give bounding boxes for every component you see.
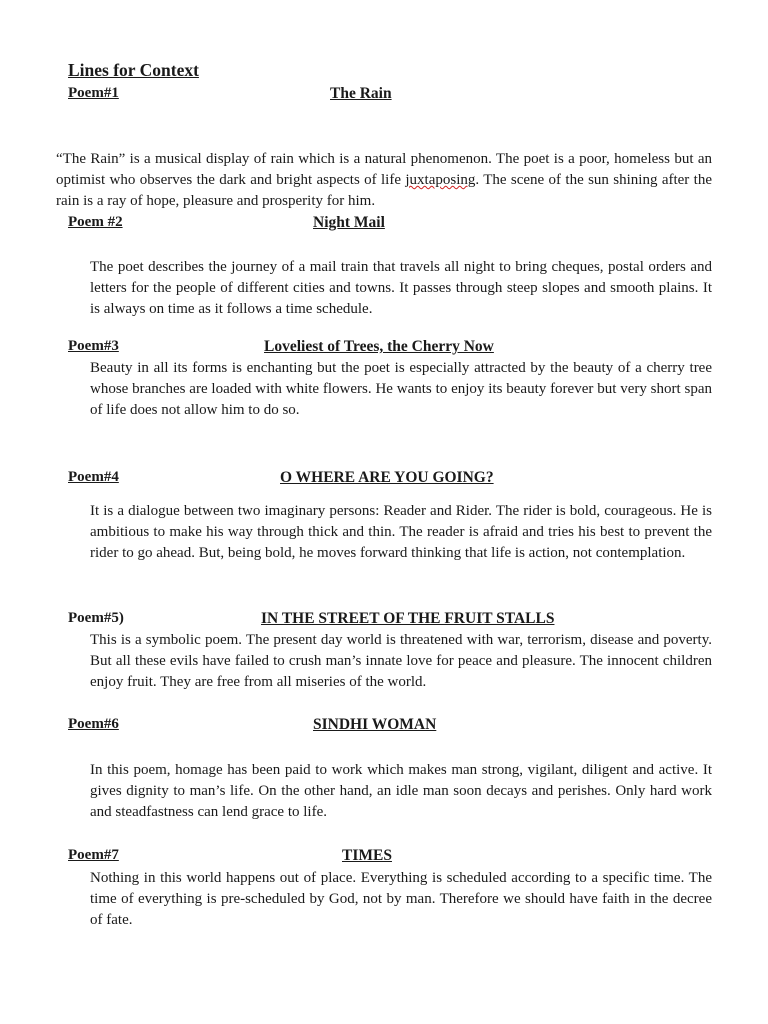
poem-7-label: Poem#7: [68, 847, 119, 863]
poem-1-summary-part-2: . The scene of the sun shining after the rain is a ray of hope, pleasure and prosperity for him.: [56, 172, 712, 209]
poem-1-summary: [56, 149, 712, 212]
poem-3-label: Poem#3: [68, 338, 119, 354]
poem-3-title: Loveliest of Trees, the Cherry Now: [264, 338, 494, 355]
poem-6-label: Poem#6: [68, 716, 119, 732]
poem-7-summary: Nothing in this world happens out of place. Everything is scheduled according to a specific time. The time of everything is pre-scheduled by God, not by man. Therefore we should have faith in the decree of fate.: [90, 870, 712, 928]
poem-4-title: O WHERE ARE YOU GOING?: [280, 469, 494, 486]
poem-5-summary: This is a symbolic poem. The present day world is threatened with war, terrorism, disease and poverty. But all these evils have failed to crush man’s innate love for peace and pleasure. The innocent children enjoy fruit. They are free from all miseries of the world.: [90, 632, 712, 690]
poem-7-title: TIMES: [342, 847, 392, 864]
poem-4-summary: It is a dialogue between two imaginary persons: Reader and Rider. The rider is bold, courageous. He is ambitious to make his way through thick and thin. The reader is afraid and tries his best to prevent the rider to go ahead. But, being bold, he moves forward thinking that life is action, not contemplation.: [90, 503, 712, 561]
poem-1-title: The Rain: [330, 85, 392, 102]
poem-2-title: Night Mail: [313, 214, 385, 231]
poem-6-summary: In this poem, homage has been paid to work which makes man strong, vigilant, diligent and active. It gives dignity to man’s life. On the other hand, an idle man soon decays and perishes. Only hard work and steadfastness can lend grace to life.: [90, 762, 712, 820]
document-title: Lines for Context: [68, 60, 199, 80]
poem-2-label: Poem #2: [68, 214, 123, 230]
poem-5-title: IN THE STREET OF THE FRUIT STALLS: [261, 610, 555, 627]
poem-4-label: Poem#4: [68, 469, 119, 485]
poem-1-label: Poem#1: [68, 85, 119, 101]
poem-3-summary: Beauty in all its forms is enchanting but the poet is especially attracted by the beauty of a cherry tree whose branches are loaded with white flowers. He wants to enjoy its beauty forever but very short span of life does not allow him to do so.: [90, 360, 712, 418]
poem-2-summary: The poet describes the journey of a mail train that travels all night to bring cheques, postal orders and letters for the people of different cities and towns. It passes through steep slopes and smooth plains. It is always on time as it follows a time schedule.: [90, 259, 712, 317]
poem-1-summary-part-1: “The Rain” is a musical display of rain which is a natural phenomenon. The poet is a poor, homeless but an optimist who observes the dark and bright aspects of life: [56, 151, 712, 188]
poem-6-title: SINDHI WOMAN: [313, 716, 437, 733]
poem-5-label: Poem#5): [68, 610, 124, 626]
spellcheck-flagged-word[interactable]: juxtaposing: [405, 172, 476, 188]
